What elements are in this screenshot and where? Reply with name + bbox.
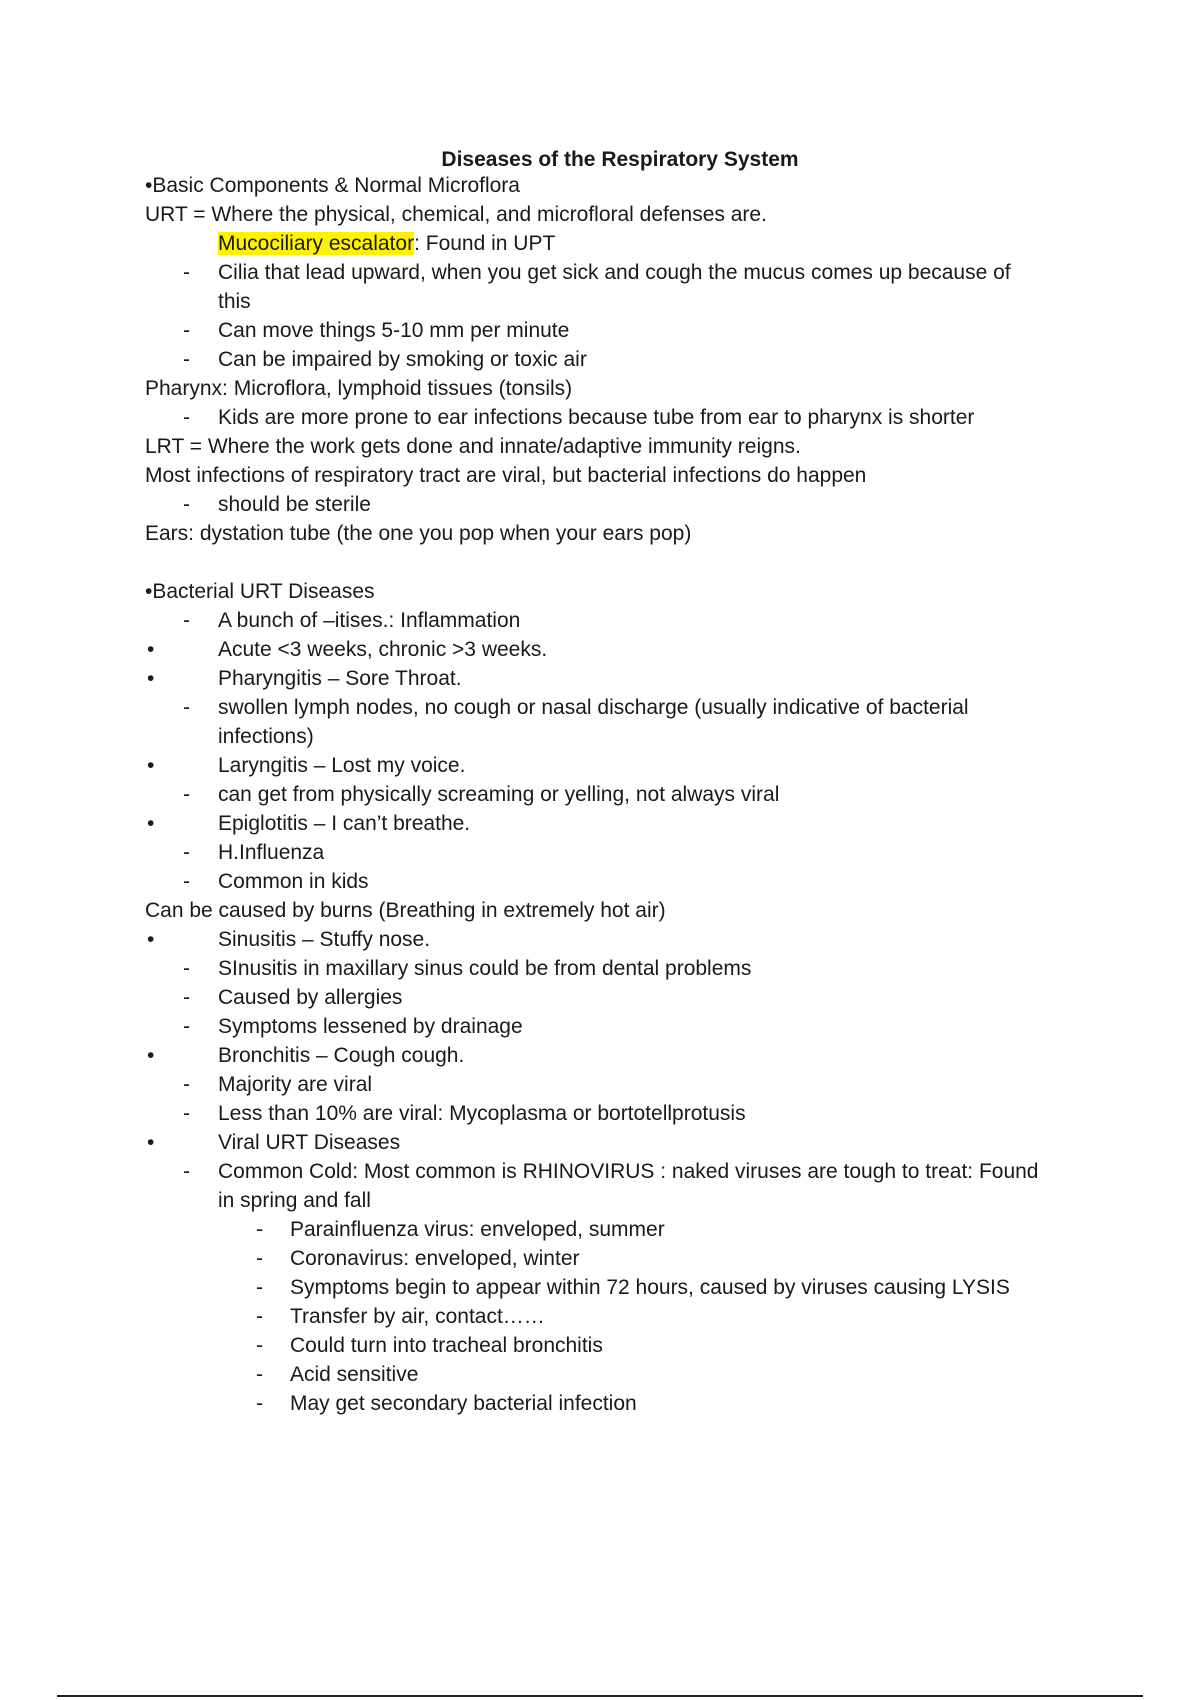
text-screaming: can get from physically screaming or yelling, not always viral xyxy=(218,783,780,806)
bullet-marker: • xyxy=(147,812,155,835)
highlight-mucociliary: Mucociliary escalator xyxy=(218,232,415,255)
text-ears: Ears: dystation tube (the one you pop when your ears pop) xyxy=(145,522,692,545)
text-drainage: Symptoms lessened by drainage xyxy=(218,1015,523,1038)
text-secondary: May get secondary bacterial infection xyxy=(290,1392,637,1415)
dash-marker: - xyxy=(183,406,190,429)
text-move: Can move things 5-10 mm per minute xyxy=(218,319,570,342)
text-maxillary: SInusitis in maxillary sinus could be from dental problems xyxy=(218,957,752,980)
dash-marker: - xyxy=(183,783,190,806)
text-laryngitis: Laryngitis – Lost my voice. xyxy=(218,754,466,777)
text-less-than: Less than 10% are viral: Mycoplasma or bortotellprotusis xyxy=(218,1102,746,1125)
text-parainfluenza: Parainfluenza virus: enveloped, summer xyxy=(290,1218,665,1241)
text-transfer: Transfer by air, contact…… xyxy=(290,1305,545,1328)
text-majority-viral: Majority are viral xyxy=(218,1073,373,1096)
text-itises: A bunch of –itises.: Inflammation xyxy=(218,609,521,632)
section-heading-bacterial: •Bacterial URT Diseases xyxy=(145,580,375,603)
dash-marker: - xyxy=(183,841,190,864)
text-swollen: swollen lymph nodes, no cough or nasal discharge (usually indicative of bacterial xyxy=(218,696,969,719)
text-pharyngitis: Pharyngitis – Sore Throat. xyxy=(218,667,462,690)
text-acid: Acid sensitive xyxy=(290,1363,419,1386)
text-epiglotitis: Epiglotitis – I can’t breathe. xyxy=(218,812,471,835)
text-mucociliary-rest: : Found in UPT xyxy=(414,232,556,255)
dash-marker: - xyxy=(183,609,190,632)
dash-marker: - xyxy=(183,957,190,980)
bullet-marker: • xyxy=(147,928,155,951)
bullet-marker: • xyxy=(147,667,155,690)
text-sterile: should be sterile xyxy=(218,493,371,516)
dash-marker: - xyxy=(183,1160,190,1183)
text-acute: Acute <3 weeks, chronic >3 weeks. xyxy=(218,638,548,661)
text-urt: URT = Where the physical, chemical, and microfloral defenses are. xyxy=(145,203,767,226)
text-pharynx: Pharynx: Microflora, lymphoid tissues (tonsils) xyxy=(145,377,573,400)
bullet-marker: • xyxy=(147,754,155,777)
dash-marker: - xyxy=(183,1102,190,1125)
dash-marker: - xyxy=(183,870,190,893)
dash-marker: - xyxy=(183,348,190,371)
bullet-marker: • xyxy=(147,1131,155,1154)
text-coronavirus: Coronavirus: enveloped, winter xyxy=(290,1247,580,1270)
dash-marker: - xyxy=(256,1276,263,1299)
text-symptoms-72h: Symptoms begin to appear within 72 hours, caused by viruses causing LYSIS xyxy=(290,1276,1010,1299)
dash-marker: - xyxy=(256,1363,263,1386)
footer-rule xyxy=(57,1695,1143,1697)
dash-marker: - xyxy=(183,261,190,284)
text-sinusitis: Sinusitis – Stuffy nose. xyxy=(218,928,431,951)
dash-marker: - xyxy=(183,493,190,516)
dash-marker: - xyxy=(256,1305,263,1328)
text-swollen-cont: infections) xyxy=(218,725,314,748)
bullet-marker: • xyxy=(147,1044,155,1067)
dash-marker: - xyxy=(256,1247,263,1270)
text-h-influenza: H.Influenza xyxy=(218,841,325,864)
text-most-infections: Most infections of respiratory tract are viral, but bacterial infections do happen xyxy=(145,464,867,487)
text-common-in-kids: Common in kids xyxy=(218,870,369,893)
dash-marker: - xyxy=(256,1218,263,1241)
text-tracheal: Could turn into tracheal bronchitis xyxy=(290,1334,603,1357)
text-common-cold: Common Cold: Most common is RHINOVIRUS : naked viruses are tough to treat: Found xyxy=(218,1160,1039,1183)
section-heading-basic: •Basic Components & Normal Microflora xyxy=(145,174,520,197)
text-common-cold-cont: in spring and fall xyxy=(218,1189,371,1212)
bullet-marker: • xyxy=(147,638,155,661)
dash-marker: - xyxy=(256,1334,263,1357)
text-impaired: Can be impaired by smoking or toxic air xyxy=(218,348,587,371)
dash-marker: - xyxy=(183,696,190,719)
text-cilia: Cilia that lead upward, when you get sick and cough the mucus comes up because of xyxy=(218,261,1011,284)
text-kids-ear: Kids are more prone to ear infections because tube from ear to pharynx is shorter xyxy=(218,406,975,429)
text-bronchitis: Bronchitis – Cough cough. xyxy=(218,1044,465,1067)
text-viral-urt: Viral URT Diseases xyxy=(218,1131,401,1154)
dash-marker: - xyxy=(183,1015,190,1038)
dash-marker: - xyxy=(183,986,190,1009)
dash-marker: - xyxy=(183,1073,190,1096)
text-mucociliary xyxy=(218,230,555,258)
text-lrt: LRT = Where the work gets done and innate/adaptive immunity reigns. xyxy=(145,435,801,458)
text-cilia-cont: this xyxy=(218,290,251,313)
dash-marker: - xyxy=(256,1392,263,1415)
text-allergies: Caused by allergies xyxy=(218,986,403,1009)
text-burns: Can be caused by burns (Breathing in extremely hot air) xyxy=(145,899,666,922)
page-title: Diseases of the Respiratory System xyxy=(441,148,799,171)
dash-marker: - xyxy=(183,319,190,342)
